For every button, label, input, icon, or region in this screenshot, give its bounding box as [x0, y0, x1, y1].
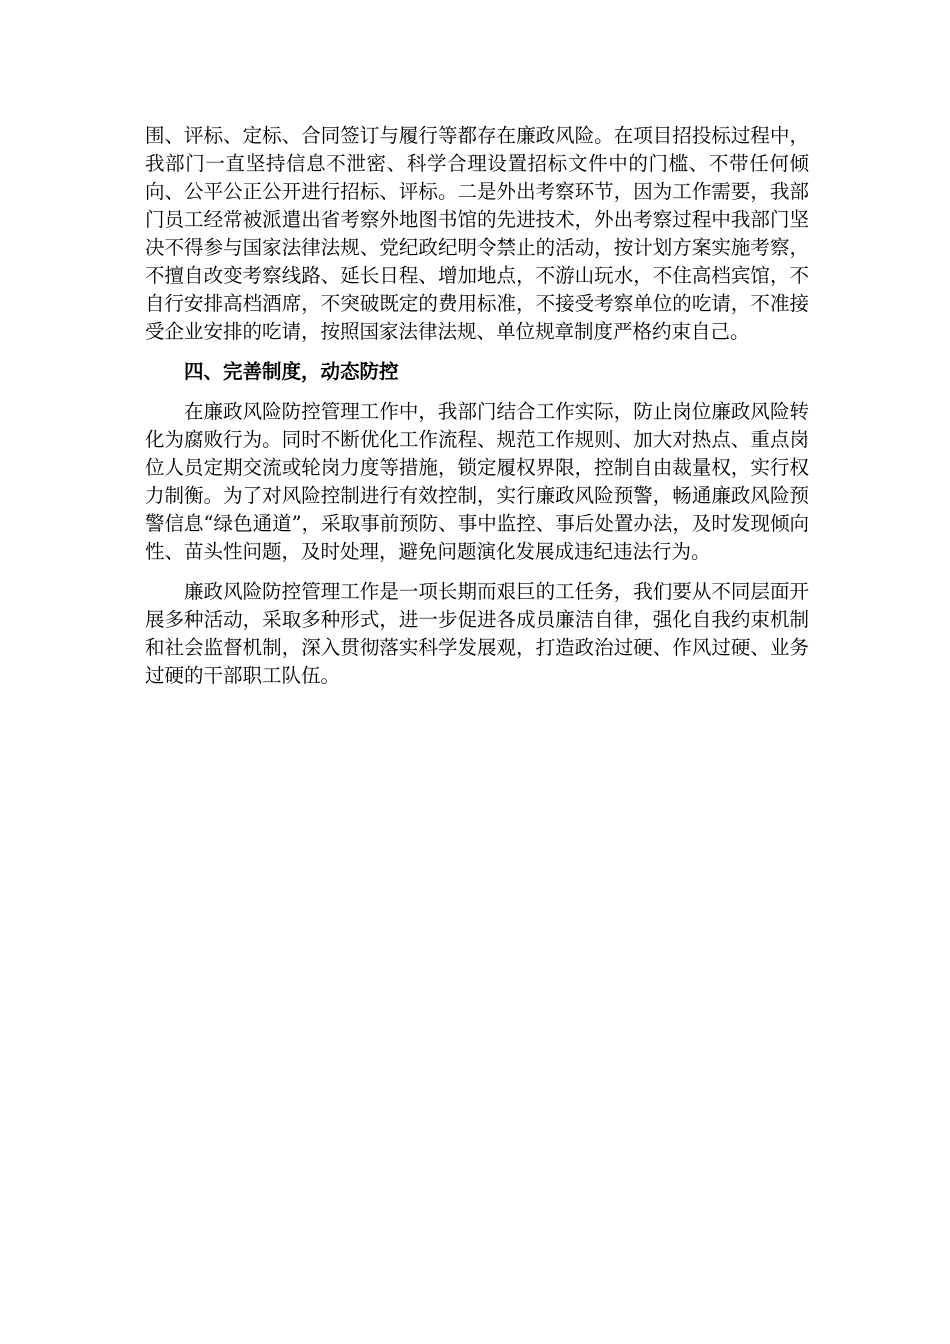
closing-paragraph: 廉政风险防控管理工作是一项长期而艰巨的工任务，我们要从不同层面开展多种活动，采取多种形式，进一步促进各成员廉洁自律，强化自我约束机制和社会监督机制，深入贯彻落实科学发展观，打造政治过硬、作风过硬、业务过硬的干部职工队伍。 — [145, 580, 809, 687]
document-body — [145, 122, 809, 702]
continued-paragraph: 围、评标、定标、合同签订与履行等都存在廉政风险。在项目招投标过程中，我部门一直坚持信息不泄密、科学合理设置招标文件中的门槛、不带任何倾向、公平公正公开进行招标、评标。二是外出考察环节，因为工作需要，我部门员工经常被派遣出省考察外地图书馆的先进技术，外出考察过程中我部门坚决不得参与国家法律法规、党纪政纪明令禁止的活动，按计划方案实施考察，不擅自改变考察线路、延长日程、增加地点，不游山玩水，不住高档宾馆，不自行安排高档酒席，不突破既定的费用标准，不接受考察单位的吃请，不准接受企业安排的吃请，按照国家法律法规、单位规章制度严格约束自己。 — [145, 124, 809, 343]
section-heading: 四、完善制度，动态防控 — [184, 360, 399, 383]
body-paragraph: 在廉政风险防控管理工作中，我部门结合工作实际，防止岗位廉政风险转化为腐败行为。同时不断优化工作流程、规范工作规则、加大对热点、重点岗位人员定期交流或轮岗力度等措施，锁定履权界限，控制自由裁量权，实行权力制衡。为了对风险控制进行有效控制，实行廉政风险预警，畅通廉政风险预警信息“绿色通道”，采取事前预防、事中监控、事后处置办法，及时发现倾向性、苗头性问题，及时处理，避免问题演化发展成违纪违法行为。 — [145, 400, 809, 563]
